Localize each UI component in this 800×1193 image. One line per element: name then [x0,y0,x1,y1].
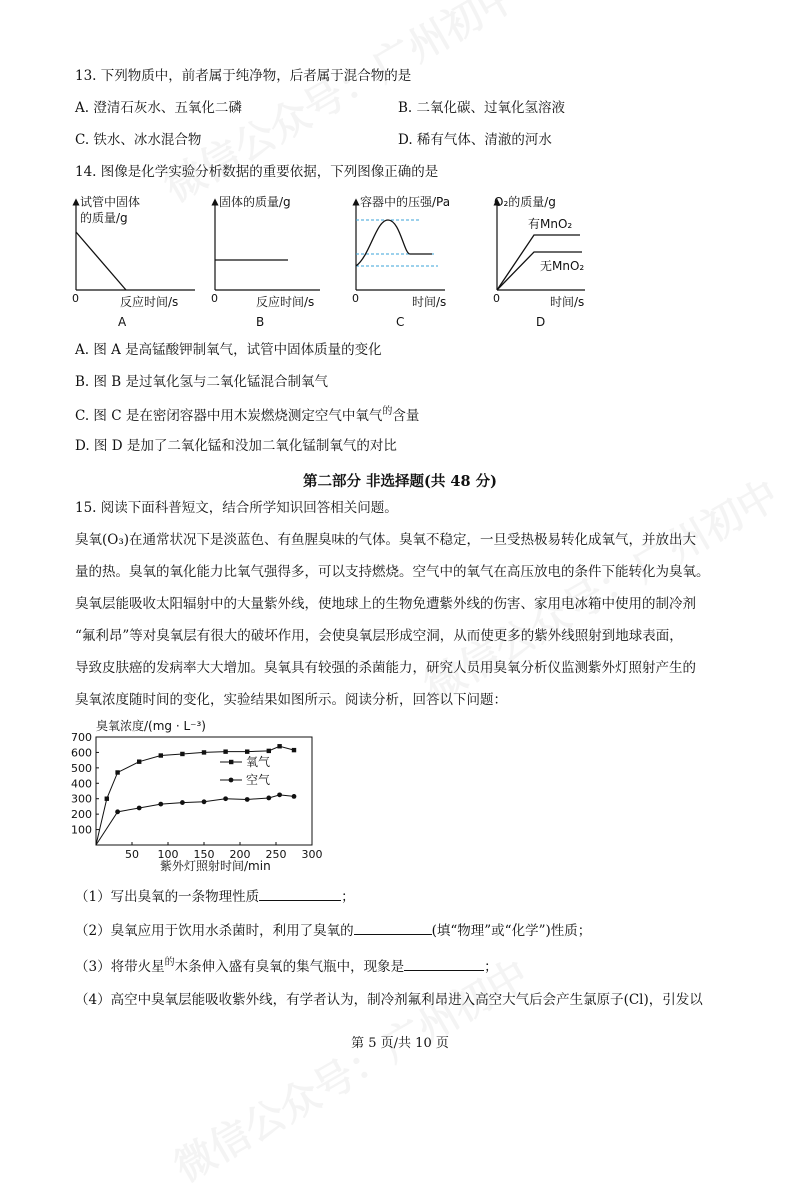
data-point [202,750,206,754]
series-line-空气 [96,795,294,845]
q13-stem: 13. 下列物质中，前者属于纯净物，后者属于混合物的是 [75,68,412,84]
y-tick-label: 100 [71,823,92,837]
ozone-chart [60,712,340,882]
q14-option-c: C. 图 C 是在密闭容器中用木炭燃烧测定空气中氧气$^的$含量 [75,406,420,424]
graph-c [352,194,450,329]
ozone-chart-ylabel: 臭氧浓度/(mg · L⁻³) [96,719,206,733]
watermark [163,944,538,1193]
graph-b-origin: 0 [211,292,218,305]
q14-graphs [60,190,600,330]
answer-blank-3[interactable] [404,956,484,971]
y-tick-label: 200 [71,808,92,822]
legend-label: 空气 [246,773,271,787]
data-point [266,796,271,801]
data-point [245,749,249,753]
q13-option-c: C. 铁水、冰水混合物 [75,132,202,148]
data-point [223,749,227,753]
q13-option-d: D. 稀有气体、清澈的河水 [398,132,552,148]
y-tick-label: 300 [71,792,92,806]
data-point [277,792,282,797]
graph-d-xlabel: 时间/s [550,295,585,309]
graph-d-label-1: 有MnO₂ [528,217,573,231]
q15-paragraph-line: 臭氧层能吸收太阳辐射中的大量紫外线，使地球上的生物免遭紫外线的伤害、家用电冰箱中使用的制冷剂 [75,596,696,612]
y-tick-label: 600 [71,746,92,760]
q15-paragraph-line: 臭氧(O₃)在通常状况下是淡蓝色、有鱼腥臭味的气体。臭氧不稳定，一旦受热极易转化成氧气，并放出大 [75,532,697,548]
data-point [180,800,185,805]
data-point [267,749,271,753]
graph-d-label-2: 无MnO₂ [540,259,585,273]
data-point [137,759,141,763]
data-point [245,797,250,802]
graph-d-caption: D [536,315,546,329]
q13-option-b: B. 二氧化碳、过氧化氢溶液 [398,100,566,116]
q14-option-a: A. 图 A 是高锰酸钾制氧气，试管中固体质量的变化 [75,342,382,358]
x-tick-label: 50 [125,848,139,861]
q15-paragraph-line: 导致皮肤癌的发病率大大增加。臭氧具有较强的杀菌能力，研究人员用臭氧分析仪监测紫外灯照射产生的 [75,660,696,676]
ozone-chart-xlabel: 紫外灯照射时间/min [160,859,271,873]
graph-a-origin: 0 [72,292,79,305]
y-tick-label: 500 [71,761,92,775]
graph-d-origin: 0 [493,292,500,305]
graph-b-ylabel: 固体的质量/g [219,195,291,209]
graph-a-ylabel: 的质量/g [80,211,128,225]
graph-a-line [76,232,126,290]
data-point [159,753,163,757]
data-point [202,799,207,804]
x-tick-label: 200 [229,848,251,861]
graph-a [72,194,195,329]
q14-option-d: D. 图 D 是加了二氧化锰和没加二氧化锰制氧气的对比 [75,438,397,454]
x-tick-label: 250 [265,848,287,861]
data-point [180,752,184,756]
graph-a-ylabel: 试管中固体 [80,195,141,209]
data-point [115,809,120,814]
graph-c-line [356,220,432,266]
q15-sub1: （1）写出臭氧的一条物理性质 ； [75,886,355,907]
y-tick-label: 700 [71,731,92,744]
data-point [292,794,297,799]
graph-d [493,194,585,329]
graph-c-ylabel: 容器中的压强/Pa [360,195,451,209]
legend-marker [229,760,233,764]
data-point [277,744,281,748]
section-heading: 第二部分 非选择题(共 48 分) [302,473,498,490]
data-point [292,748,296,752]
q15-stem: 15. 阅读下面科普短文，结合所学知识回答相关问题。 [75,500,398,516]
data-point [158,802,163,807]
q14-option-b: B. 图 B 是过氧化氢与二氧化锰混合制氧气 [75,374,329,390]
q14-stem: 14. 图像是化学实验分析数据的重要依据，下列图像正确的是 [75,164,439,180]
graph-b-caption: B [256,315,265,329]
data-point [223,796,228,801]
x-tick-label: 300 [301,848,323,861]
answer-blank-2[interactable] [354,920,432,935]
data-point [105,797,109,801]
data-point [137,806,142,811]
graph-a-caption: A [118,315,127,329]
x-tick-label: 100 [157,848,179,861]
q13-option-a: A. 澄清石灰水、五氧化二磷 [75,100,242,116]
graph-b-xlabel: 反应时间/s [256,295,315,309]
q15-paragraph-line: 臭氧浓度随时间的变化，实验结果如图所示。阅读分析，回答以下问题： [75,692,507,708]
y-tick-label: 400 [71,777,92,791]
q15-paragraph-line: “氟利昂”等对臭氧层有很大的破坏作用，会使臭氧层形成空洞，从而使更多的紫外线照射到地球表面， [75,628,683,644]
q15-sub2: （2）臭氧应用于饮用水杀菌时，利用了臭氧的 (填“物理”或“化学”)性质； [75,920,591,941]
q15-paragraph-line: 量的热。臭氧的氧化能力比氧气强得多，可以支持燃烧。空气中的氧气在高压放电的条件下能转化为臭氧。 [75,564,710,580]
graph-b [211,194,320,329]
graph-c-xlabel: 时间/s [412,295,447,309]
data-point [115,770,119,774]
x-tick-label: 150 [193,848,215,861]
answer-blank-1[interactable] [259,886,341,901]
page-footer: 第 5 页/共 10 页 [351,1036,449,1051]
q15-sub4: （4）高空中臭氧层能吸收紫外线，有学者认为，制冷剂氟利昂进入高空大气后会产生氯原子(Cl)，引发以 [75,992,703,1008]
q15-sub3: （3）将带火星$^的$木条伸入盛有臭氧的集气瓶中，现象是 ； [75,957,498,975]
graph-d-ylabel: O₂的质量/g [494,195,556,209]
legend-marker [229,778,234,783]
graph-c-origin: 0 [352,292,359,305]
legend-label: 氧气 [246,755,271,769]
graph-c-caption: C [396,315,405,329]
graph-a-xlabel: 反应时间/s [120,295,179,309]
